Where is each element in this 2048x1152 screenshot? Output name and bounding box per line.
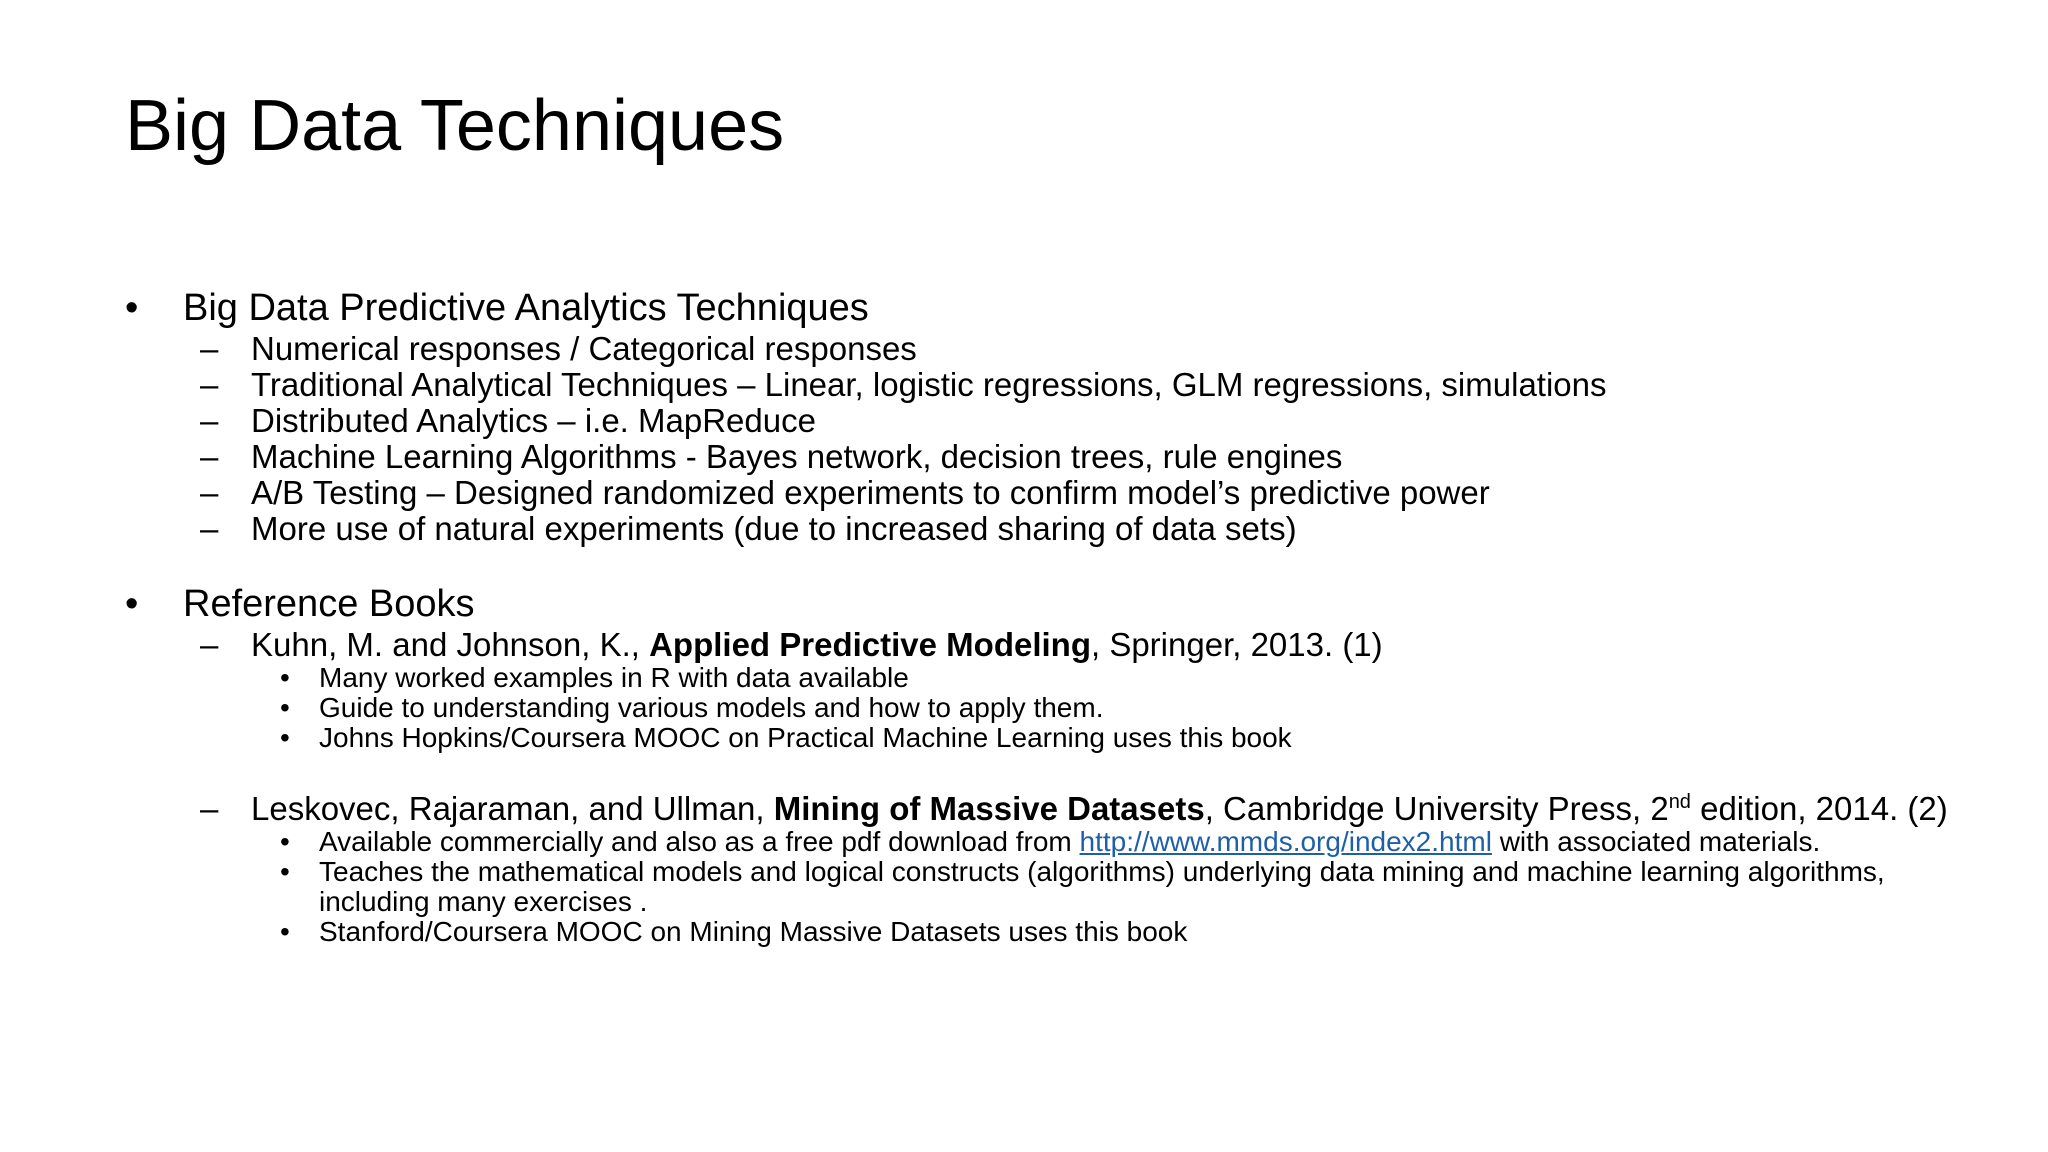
list-item — [125, 439, 1955, 475]
bullet-icon: • — [280, 856, 290, 887]
slide-title: Big Data Techniques — [125, 86, 785, 166]
book-note-text: Many worked examples in R with data available — [319, 662, 909, 693]
list-item-text: A/B Testing – Designed randomized experiments to confirm model’s predictive power — [251, 474, 1490, 511]
list-item-text: Distributed Analytics – i.e. MapReduce — [251, 402, 816, 439]
slide-content — [125, 285, 1955, 947]
ordinal-suffix: nd — [1668, 791, 1691, 813]
spacer — [125, 753, 1955, 791]
book-title: Applied Predictive Modeling — [649, 626, 1091, 663]
book-publisher: , Springer, 2013. (1) — [1090, 626, 1383, 663]
dash-icon: – — [200, 510, 219, 547]
book-entry-kuhn — [125, 627, 1955, 663]
book-entry-leskovec — [125, 791, 1955, 827]
list-item-text: Numerical responses / Categorical responses — [251, 330, 917, 367]
book-note — [125, 723, 1955, 753]
book-note-text: with associated materials. — [1491, 826, 1821, 857]
list-item-text: Traditional Analytical Techniques – Linear, logistic regressions, GLM regressions, simulations — [251, 366, 1607, 403]
bullet-icon: • — [280, 826, 290, 857]
dash-icon: – — [200, 438, 219, 475]
book-note-text: Available commercially and also as a free pdf download from — [319, 826, 1080, 857]
list-item-text: Machine Learning Algorithms - Bayes network, decision trees, rule engines — [251, 438, 1343, 475]
book-note-text: Stanford/Coursera MOOC on Mining Massive Datasets uses this book — [319, 916, 1188, 947]
bullet-icon: • — [280, 692, 290, 723]
dash-icon: – — [200, 790, 219, 827]
book-title: Mining of Massive Datasets — [773, 790, 1205, 827]
section-heading-text: Reference Books — [183, 583, 475, 625]
mmds-link[interactable]: http://www.mmds.org/index2.html — [1079, 826, 1492, 857]
bullet-icon: • — [280, 916, 290, 947]
book-note — [125, 827, 1955, 857]
bullet-icon: • — [125, 583, 139, 625]
list-item — [125, 403, 1955, 439]
section-heading-text: Big Data Predictive Analytics Techniques — [183, 287, 869, 329]
book-note — [125, 693, 1955, 723]
book-note-text: Guide to understanding various models and how to apply them. — [319, 692, 1104, 723]
book-authors: Kuhn, M. and Johnson, K., — [251, 626, 650, 663]
list-item — [125, 475, 1955, 511]
dash-icon: – — [200, 330, 219, 367]
list-item — [125, 511, 1955, 547]
dash-icon: – — [200, 626, 219, 663]
spacer — [125, 547, 1955, 581]
bullet-icon: • — [280, 722, 290, 753]
list-item-text: More use of natural experiments (due to increased sharing of data sets) — [251, 510, 1297, 547]
book-note — [125, 857, 1955, 917]
bullet-icon: • — [280, 662, 290, 693]
book-note — [125, 917, 1955, 947]
bullet-icon: • — [125, 287, 139, 329]
book-authors: Leskovec, Rajaraman, and Ullman, — [251, 790, 774, 827]
dash-icon: – — [200, 366, 219, 403]
book-publisher: , Cambridge University Press, 2 — [1204, 790, 1669, 827]
dash-icon: – — [200, 474, 219, 511]
book-edition: edition, 2014. (2) — [1690, 790, 1948, 827]
section-heading-predictive-analytics — [125, 285, 1955, 331]
book-note-text: Teaches the mathematical models and logical constructs (algorithms) underlying data mining and machine learning algorithms, including many exercises . — [319, 856, 1885, 917]
book-note — [125, 663, 1955, 693]
book-note-text: Johns Hopkins/Coursera MOOC on Practical Machine Learning uses this book — [319, 722, 1292, 753]
list-item — [125, 331, 1955, 367]
dash-icon: – — [200, 402, 219, 439]
section-heading-reference-books — [125, 581, 1955, 627]
list-item — [125, 367, 1955, 403]
